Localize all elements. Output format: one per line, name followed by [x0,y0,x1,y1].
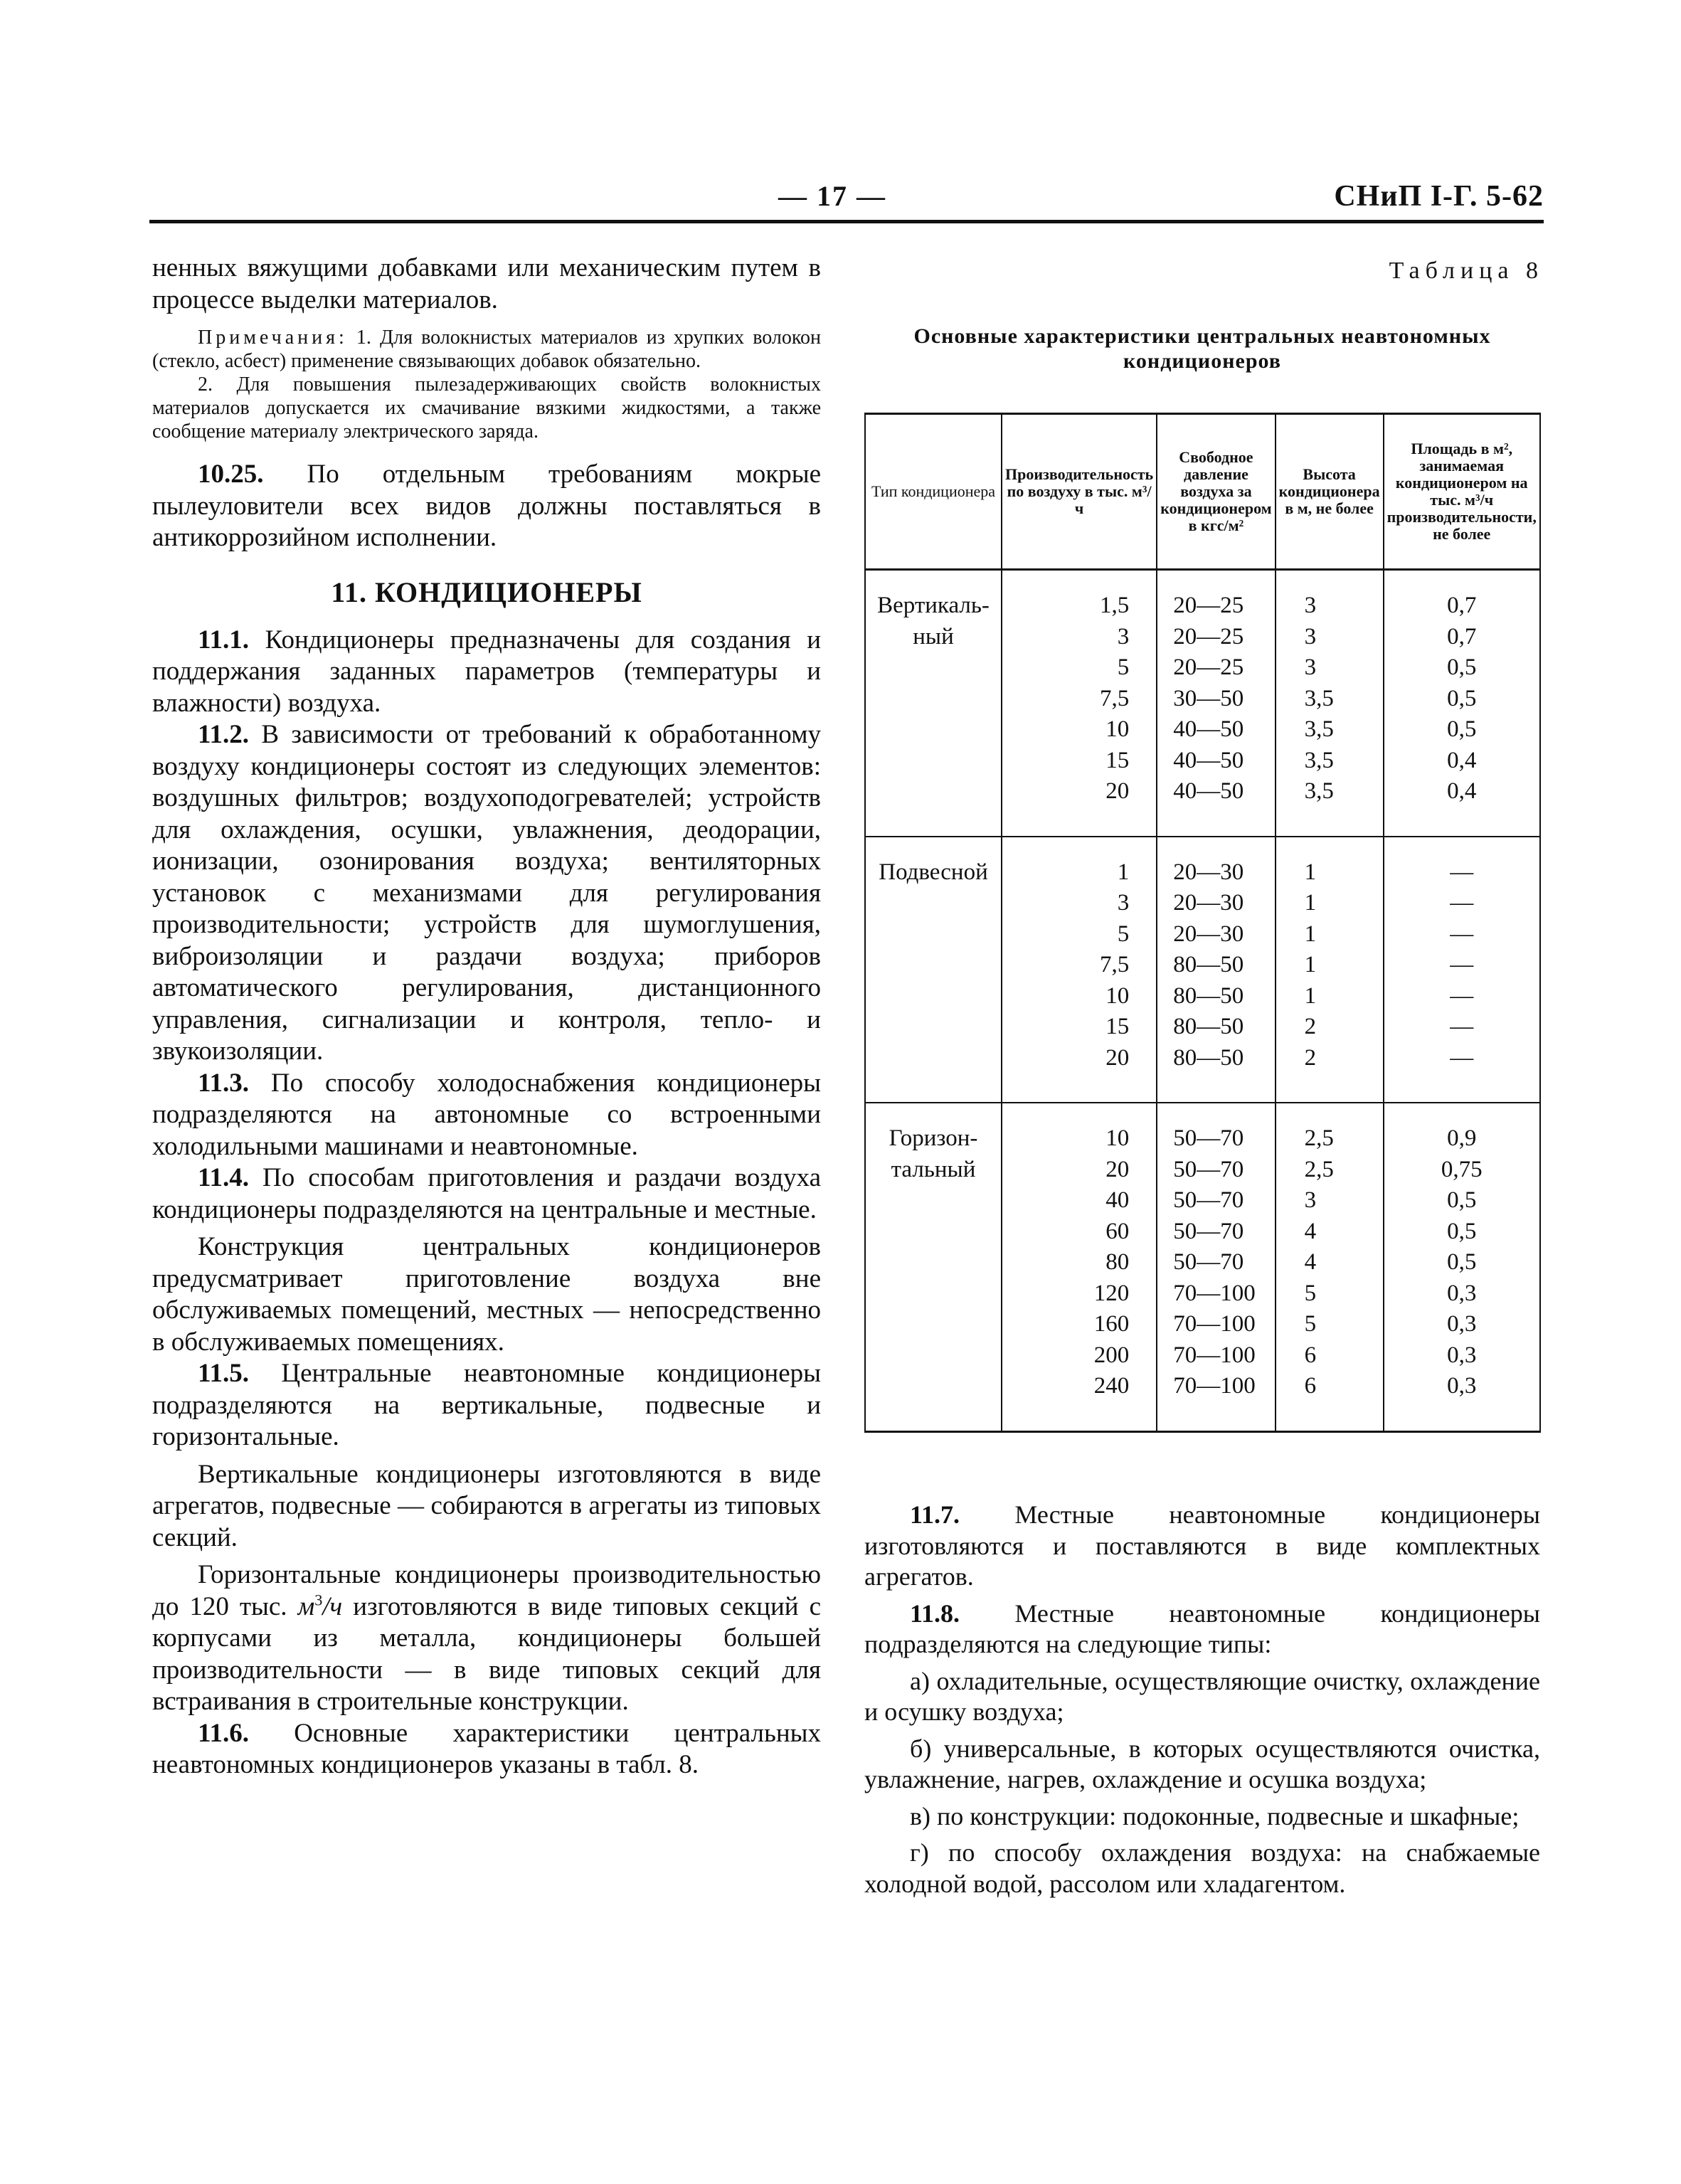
table-group-suspended [865,837,1540,1103]
height-value: 5 [1304,1311,1317,1337]
characteristics-table [864,413,1541,1433]
area-value: 0,9 [1447,1125,1477,1151]
clause-text: Местные неавтономные кондиционеры подразделяются на следующие типы: [864,1599,1540,1658]
height-value: 3,5 [1304,778,1334,804]
area-cell [1384,837,1540,1103]
area-value: 0,3 [1447,1373,1477,1399]
area-value: — [1450,859,1474,885]
header-height: Высота кондиционера в м, не более [1276,414,1384,570]
pressure-cell [1157,837,1275,1103]
capacity-value: 7,5 [1099,952,1130,977]
height-value: 3 [1304,623,1317,650]
height-value: 6 [1304,1342,1317,1368]
area-value: — [1450,982,1474,1009]
table-group-horizontal [865,1103,1540,1431]
clause-text: По способу холодоснабжения кондиционеры подразделяются на автономные со встроенными холодильными машинами и неавтономные. [152,1068,821,1161]
capacity-value: 20 [1105,1156,1130,1182]
pressure-value: 50—70 [1173,1218,1244,1244]
area-value: 0,7 [1447,593,1477,618]
clause-text: По отдельным требованиям мокрые пылеуловители всех видов должны поставляться в антикоррозийном исполнении. [152,460,821,552]
clause-text: Центральные неавтономные кондиционеры подразделяются на вертикальные, подвесные и горизонтальные. [152,1359,821,1451]
height-value: 2,5 [1304,1156,1334,1182]
clause-number: 11.8. [910,1599,960,1628]
capacity-value: 1 [1117,859,1130,885]
clause-number: 11.6. [198,1718,249,1748]
header-capacity: Производительность по воздуху в тыс. м³/ч [1002,414,1157,570]
height-value: 6 [1304,1373,1317,1399]
list-item-v: в) по конструкции: подоконные, подвесные и шкафные; [910,1801,1520,1830]
note-1-text: 1. Для волокнистых материалов из хрупких волокон (стекло, асбест) применение связывающих добавок обязательно. [152,327,821,372]
area-value: 0,5 [1447,1187,1477,1213]
clause-number: 11.5. [198,1359,249,1388]
height-cell [1276,837,1384,1103]
pressure-value: 20—25 [1173,654,1244,680]
area-value: 0,5 [1447,716,1477,742]
clause-number: 11.7. [910,1500,960,1529]
area-value: — [1450,952,1474,977]
pressure-value: 20—30 [1173,859,1244,885]
header-area: Площадь в м², занимаемая кондиционером на тыс. м³/ч производительности, не более [1384,414,1540,570]
pressure-value: 80—50 [1173,1014,1244,1039]
area-value: — [1450,921,1474,947]
area-value: 0,5 [1447,1218,1477,1244]
conditioner-type: Подвесной [879,859,988,885]
height-value: 1 [1304,921,1317,947]
capacity-value: 5 [1117,921,1130,947]
pressure-value: 70—100 [1173,1342,1256,1368]
height-value: 1 [1304,890,1317,916]
left-column [152,253,821,1781]
pressure-cell [1157,570,1275,837]
pressure-cell [1157,1103,1275,1431]
height-cell [1276,1103,1384,1431]
pressure-value: 70—100 [1173,1280,1256,1306]
type-cell [865,1103,1002,1431]
type-cell [865,570,1002,837]
clause-number: 11.4. [198,1163,249,1192]
height-value: 4 [1304,1249,1317,1275]
area-value: 0,5 [1447,685,1477,711]
clause-text: Местные неавтономные кондиционеры изготовляются и поставляются в виде комплектных агрегатов. [864,1500,1540,1591]
area-value: 0,5 [1447,1249,1477,1275]
capacity-value: 15 [1105,1014,1130,1039]
capacity-value: 60 [1105,1218,1130,1244]
list-item-a: а) охладительные, осуществляющие очистку, охлаждение и осушку воздуха; [864,1666,1540,1726]
capacity-value: 80 [1105,1249,1130,1275]
height-value: 3,5 [1304,747,1334,773]
paragraph-11-6 [152,1718,821,1781]
pressure-value: 80—50 [1173,952,1244,977]
pressure-value: 80—50 [1173,1044,1244,1071]
area-value: 0,3 [1447,1280,1477,1306]
paragraph-11-1 [152,625,821,720]
note-2: 2. Для повышения пылезадерживающих свойств волокнистых материалов допускается их смачивание вязкими жидкостями, а также сообщение материалу электрического заряда. [152,373,821,442]
clause-number: 11.1. [198,625,249,654]
capacity-value: 7,5 [1099,685,1130,711]
area-value: — [1450,890,1474,916]
capacity-value: 3 [1117,623,1130,650]
paragraph-11-5 [152,1358,821,1453]
unit-m: м [297,1591,315,1621]
capacity-value: 3 [1117,890,1130,916]
capacity-cell [1002,837,1157,1103]
table-label: Таблица 8 [1389,258,1544,284]
paragraph-continuation: ненных вяжущими добавками или механическим путем в процессе выделки материалов. [152,253,821,314]
capacity-value: 20 [1105,778,1130,804]
pressure-value: 20—25 [1173,593,1244,618]
paragraph-11-4 [152,1162,821,1226]
pressure-value: 20—25 [1173,623,1244,650]
capacity-value: 10 [1105,1125,1130,1151]
height-cell [1276,570,1384,837]
area-value: 0,5 [1447,654,1477,680]
area-cell [1384,1103,1540,1431]
height-value: 3,5 [1304,716,1334,742]
area-value: 0,3 [1447,1311,1477,1337]
capacity-value: 20 [1105,1044,1130,1071]
right-column [864,1500,1540,1899]
capacity-value: 15 [1105,747,1130,773]
capacity-value: 5 [1117,654,1130,680]
area-value: 0,4 [1447,747,1477,773]
unit-sup: 3 [314,1591,323,1609]
paragraph-11-7 [864,1500,1540,1593]
area-value: 0,3 [1447,1342,1477,1368]
height-value: 2 [1304,1044,1317,1071]
capacity-value: 1,5 [1099,593,1130,618]
pressure-value: 50—70 [1173,1187,1244,1213]
clause-text: По способам приготовления и раздачи воздуха кондиционеры подразделяются на центральные и местные. [152,1163,821,1224]
area-cell [1384,570,1540,837]
area-value: — [1450,1014,1474,1039]
height-value: 3 [1304,654,1317,680]
document-code: СНиП I-Г. 5-62 [1334,180,1544,213]
pressure-value: 40—50 [1173,716,1244,742]
area-value: — [1450,1044,1474,1071]
paragraph-11-5b: Вертикальные кондиционеры изготовляются в виде агрегатов, подвесные — собираются в агрегаты из типовых секций. [152,1459,821,1552]
pressure-value: 40—50 [1173,778,1244,804]
height-value: 4 [1304,1218,1317,1244]
height-value: 5 [1304,1280,1317,1306]
capacity-cell [1002,1103,1157,1431]
capacity-cell [1002,570,1157,837]
pressure-value: 20—30 [1173,921,1244,947]
pressure-value: 70—100 [1173,1311,1256,1337]
clause-number: 11.3. [198,1068,249,1098]
paragraph-11-4b: Конструкция центральных кондиционеров предусматривает приготовление воздуха вне обслуживаемых помещений, местных — непосредственно в обслуживаемых помещениях. [152,1232,821,1357]
clause-text-a: Горизонтальные кондиционеры производительностью до 120 тыс. [152,1560,821,1621]
paragraph-11-3 [152,1068,821,1163]
height-value: 2,5 [1304,1125,1334,1151]
table-row [865,1103,1540,1431]
header-pressure: Свободное давление воздуха за кондиционером в кгс/м² [1157,414,1275,570]
height-value: 1 [1304,952,1317,977]
table-row [865,837,1540,1103]
capacity-value: 120 [1093,1280,1130,1306]
pressure-value: 80—50 [1173,982,1244,1009]
pressure-value: 50—70 [1173,1156,1244,1182]
table-title: Основные характеристики центральных неавтономных кондиционеров [913,324,1491,373]
header-type: Тип кондиционера [865,414,1002,570]
conditioner-type: Вертикаль- ный [877,593,990,650]
type-cell [865,837,1002,1103]
pressure-value: 50—70 [1173,1125,1244,1151]
notes-label: Примечания: [198,327,348,349]
area-value: 0,7 [1447,623,1477,650]
paragraph-11-5c [152,1559,821,1718]
capacity-value: 10 [1105,716,1130,742]
capacity-value: 200 [1093,1342,1130,1368]
capacity-value: 10 [1105,982,1130,1009]
capacity-value: 40 [1105,1187,1130,1213]
capacity-value: 160 [1093,1311,1130,1337]
list-item-b: б) универсальные, в которых осуществляются очистка, увлажнение, нагрев, охлаждение и осушка воздуха; [864,1734,1540,1793]
height-value: 3,5 [1304,685,1334,711]
unit-per-hour: /ч [322,1591,343,1621]
notes-1 [152,326,821,373]
conditioner-type: Горизон- тальный [889,1125,978,1182]
pressure-value: 20—30 [1173,890,1244,916]
height-value: 2 [1304,1014,1317,1039]
capacity-value: 240 [1093,1373,1130,1399]
clause-text-b: изготовляются в виде типовых секций с корпусами из металла, кондиционеры большей производительности — в виде типовых секций для встраивания в строительные конструкции. [152,1591,822,1716]
table-row [865,570,1540,837]
list-item-g: г) по способу охлаждения воздуха: на снабжаемые холодной водой, рассолом или хладагентом. [864,1838,1540,1898]
paragraph-10-25 [152,459,821,554]
height-value: 1 [1304,859,1317,885]
clause-number: 11.2. [198,720,249,749]
height-value: 1 [1304,982,1317,1009]
pressure-value: 50—70 [1173,1249,1244,1275]
pressure-value: 70—100 [1173,1373,1256,1399]
page-number: — 17 — [778,180,886,212]
table-header-row [865,414,1540,570]
table-group-vertical [865,570,1540,837]
section-title: 11. КОНДИЦИОНЕРЫ [331,576,642,608]
area-value: 0,75 [1441,1156,1483,1182]
paragraph-11-2 [152,719,821,1068]
height-value: 3 [1304,1187,1317,1213]
header-rule [149,220,1544,223]
clause-text: Основные характеристики центральных неавтономных кондиционеров указаны в табл. 8. [152,1718,821,1779]
paragraph-11-8 [864,1599,1540,1660]
clause-text: В зависимости от требований к обработанному воздуху кондиционеры состоят из следующих элементов: воздушных фильтров; воздухоподогревателей; устройств для охлаждения, осушки, увлажнения, деодорации, ионизации, озонирования воздуха; вентиляторных установок с механизмами для регулирования производительности; устройств для шумоглушения, виброизоляции и раздачи воздуха; приборов автоматического регулирования, дистанционного управления, сигнализации и контроля, тепло- и звукоизоляции. [152,720,821,1066]
pressure-value: 40—50 [1173,747,1244,773]
clause-number: 10.25. [198,460,264,489]
clause-text: Кондиционеры предназначены для создания и поддержания заданных параметров (температуры и влажности) воздуха. [152,625,821,718]
pressure-value: 30—50 [1173,685,1244,711]
area-value: 0,4 [1447,778,1477,804]
height-value: 3 [1304,593,1317,618]
